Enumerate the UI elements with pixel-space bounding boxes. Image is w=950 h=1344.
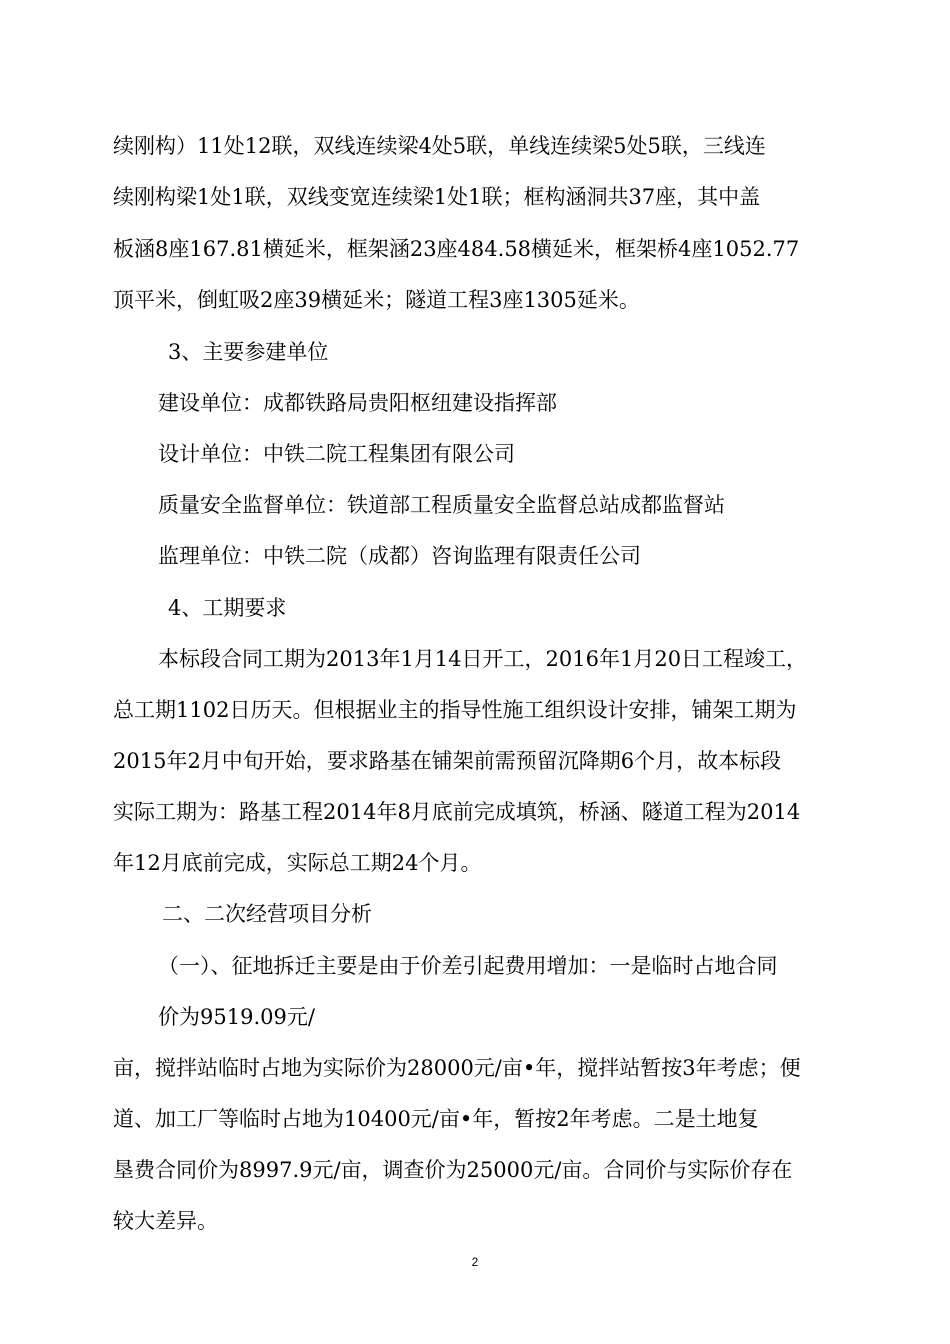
text-line: 板涵8座167.81横延米，框架涵23座484.58横延米，框架桥4座1052.77: [113, 237, 800, 261]
text-line: 道、加工厂等临时占地为10400元/亩•年，暂按2年考虑。二是土地复: [113, 1107, 759, 1131]
text-line: 续刚构梁1处1联，双线变宽连续梁1处1联；框构涵洞共37座，其中盖: [113, 185, 761, 209]
text-line: 本标段合同工期为2013年1月14日开工，2016年1月20日工程竣工，: [158, 647, 808, 671]
text-line: 质量安全监督单位：铁道部工程质量安全监督总站成都监督站: [158, 493, 725, 517]
text-line: 续刚构）11处12联，双线连续梁4处5联，单线连续梁5处5联，三线连: [113, 134, 766, 158]
text-line: 设计单位：中铁二院工程集团有限公司: [158, 442, 515, 466]
text-line: 较大差异。: [113, 1209, 218, 1233]
text-line: 顶平米，倒虹吸2座39横延米；隧道工程3座1305延米。: [113, 288, 640, 312]
text-line: 亩，搅拌站临时占地为实际价为28000元/亩•年，搅拌站暂按3年考虑；便: [113, 1056, 801, 1080]
section-heading: 4、工期要求: [168, 596, 287, 620]
text-line: 垦费合同价为8997.9元/亩，调查价为25000元/亩。合同价与实际价存在: [113, 1158, 793, 1182]
text-line: 监理单位：中铁二院（成都）咨询监理有限责任公司: [158, 544, 641, 568]
section-heading: 二、二次经营项目分析: [162, 902, 372, 926]
page-number: 2: [471, 1255, 479, 1269]
text-line: 年12月底前完成，实际总工期24个月。: [113, 851, 482, 875]
text-line: 2015年2月中旬开始，要求路基在铺架前需预留沉降期6个月，故本标段: [113, 749, 782, 773]
text-line: 建设单位：成都铁路局贵阳枢纽建设指挥部: [158, 391, 557, 415]
text-line: 价为9519.09元/: [158, 1005, 315, 1029]
text-line: 实际工期为：路基工程2014年8月底前完成填筑，桥涵、隧道工程为2014: [113, 800, 801, 824]
section-heading: 3、主要参建单位: [168, 340, 329, 364]
text-line: （一）、征地拆迁主要是由于价差引起费用增加：一是临时占地合同: [158, 954, 778, 978]
text-line: 总工期1102日历天。但根据业主的指导性施工组织设计安排，铺架工期为: [113, 698, 797, 722]
